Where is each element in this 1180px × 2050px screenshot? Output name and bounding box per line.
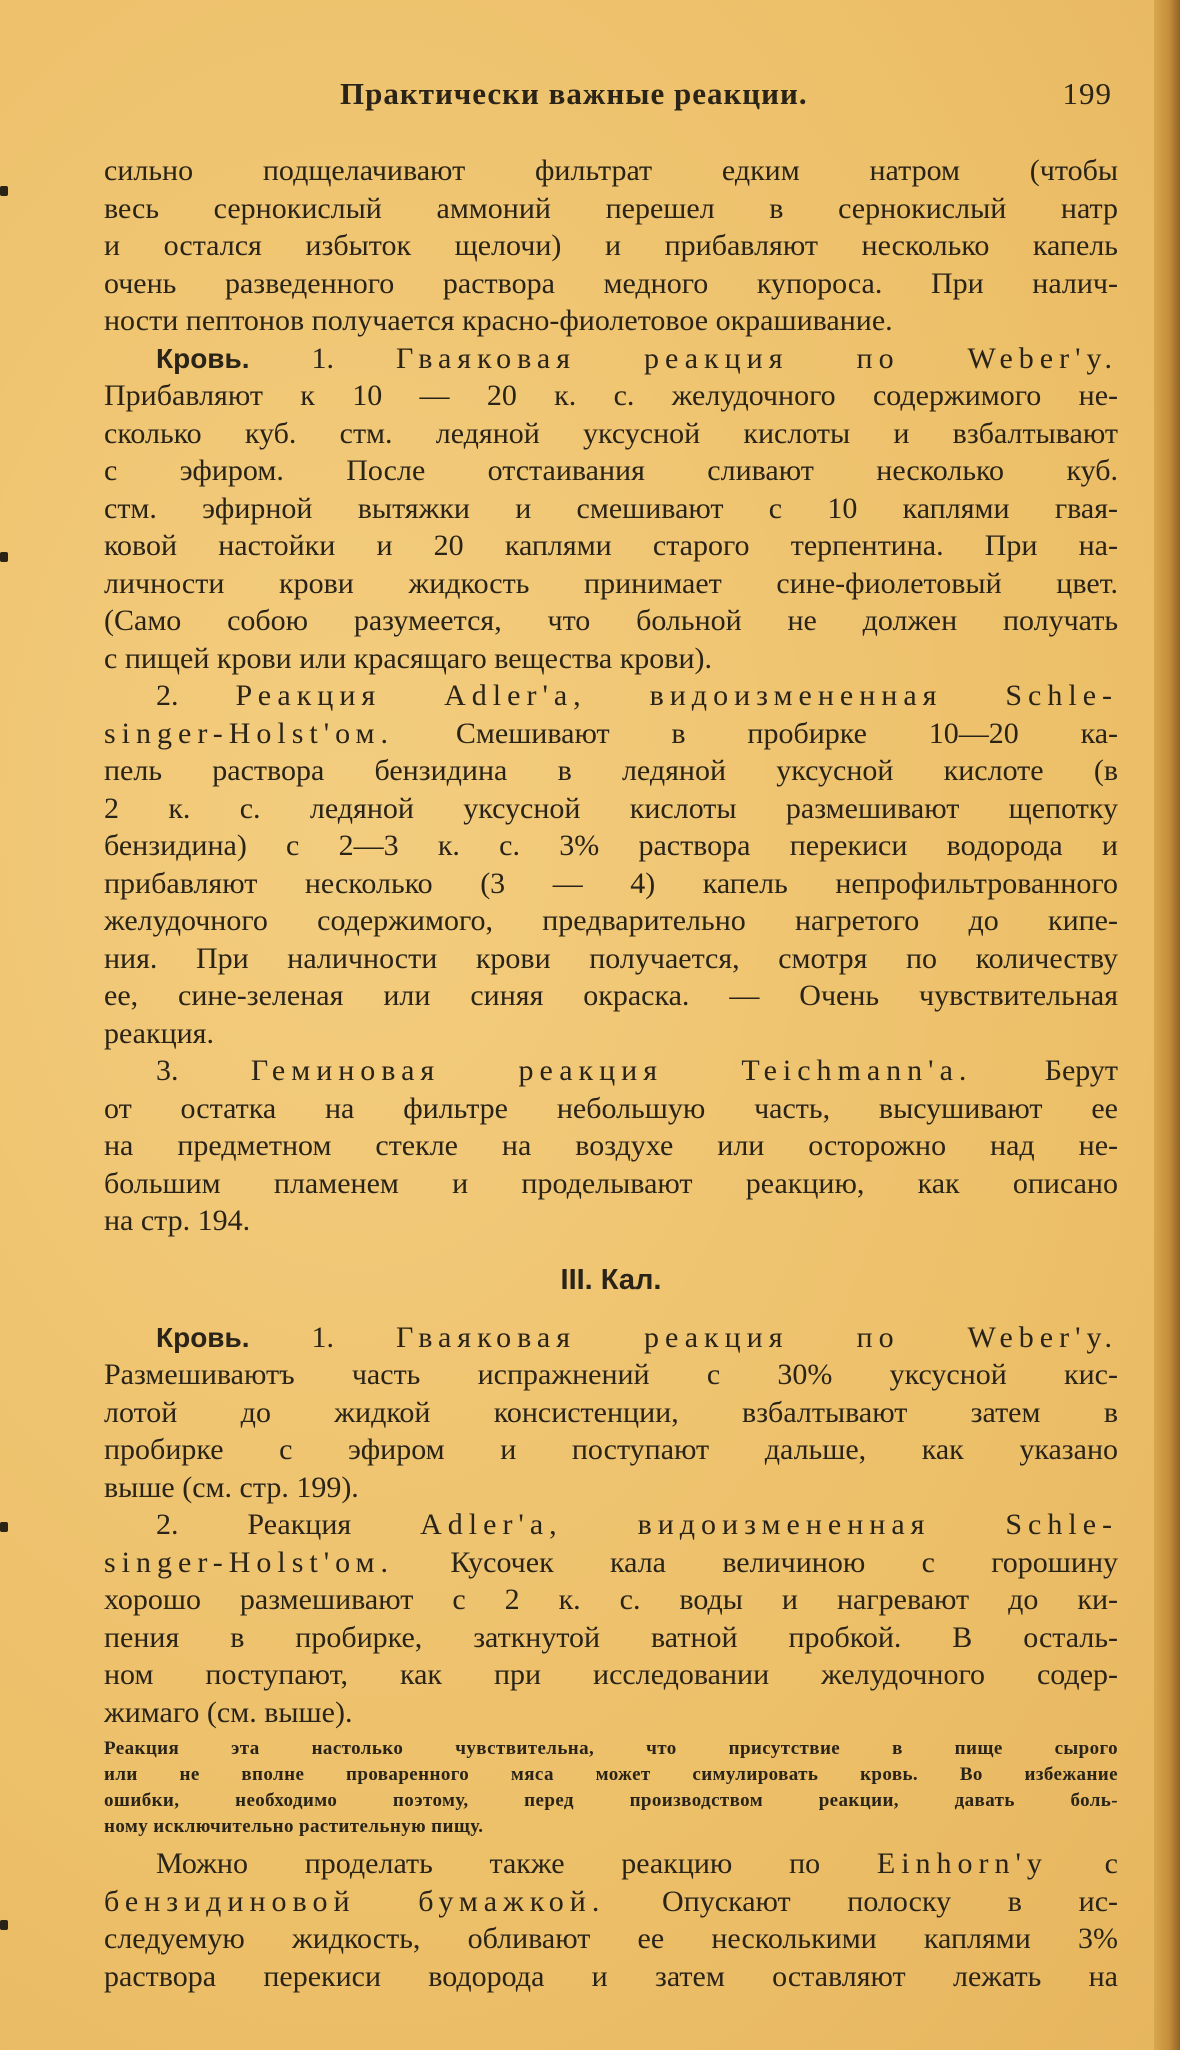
page-header — [104, 76, 1118, 116]
page-number: 199 — [1062, 76, 1112, 111]
paragraph-heading-line — [104, 340, 1118, 378]
author-name: Einhorn'y — [876, 1847, 1048, 1880]
text-line: с пищей крови или красящаго вещества крови). — [104, 641, 713, 675]
footnote-line: Реакция эта настолько чувствительна, что присутствие в пище сырого — [104, 1738, 1118, 1759]
text-line: пробирке с эфиром и поступают дальше, как указано — [104, 1433, 1118, 1466]
text-line: жимаго (см. выше). — [104, 1695, 353, 1729]
running-title: Практически важные реакции. — [340, 76, 808, 111]
reaction-title: бензидиновой бумажкой. — [104, 1884, 606, 1918]
text-line: с эфиром. После отстаивания сливают несколько куб. — [104, 454, 1118, 487]
reaction-title: Гваяковая реакция по Weber'у. — [396, 1320, 1118, 1354]
adler-paragraph — [104, 677, 1118, 1052]
text-line: сильно подщелачивают фильтрат едким натром (чтобы — [104, 154, 1118, 187]
text-line — [104, 715, 1118, 753]
text-line — [104, 1883, 1118, 1921]
text-line: бензидина) с 2—3 к. с. 3% раствора перекиси водорода и — [104, 829, 1118, 862]
text-line: сколько куб. стм. ледяной уксусной кислоты и взбалтывают — [104, 416, 1118, 450]
paragraph-heading-line — [104, 1319, 1118, 1357]
paragraph-heading-line — [104, 677, 1118, 715]
einhorn-paragraph — [104, 1845, 1118, 1995]
text-line: Размешиваютъ часть испражнений с 30% уксусной кис- — [104, 1358, 1118, 1391]
item-number: 1. — [311, 341, 335, 375]
text-line: реакция. — [104, 1016, 214, 1050]
text-line: 2 к. с. ледяной уксусной кислоты размешивают щепотку — [104, 791, 1118, 825]
footnote-line: или не вполне проваренного мяса может симулировать кровь. Во избежание — [104, 1764, 1118, 1785]
intro-paragraph — [104, 152, 1118, 340]
text-line: личности крови жидкость принимает сине-фиолетовый цвет. — [104, 566, 1118, 600]
reaction-title: Adler'a, видоизмененная Schle- — [420, 1508, 1118, 1541]
item-number: 2. — [156, 1508, 179, 1541]
section-label: Кровь. — [156, 1321, 250, 1353]
text-fragment: Смешивают в пробирке 10—20 ка- — [455, 716, 1119, 750]
text-line: на предметном стекле на воздухе или осторожно над не- — [104, 1129, 1118, 1162]
item-number: 3. — [156, 1054, 179, 1087]
text-line: от остатка на фильтре небольшую часть, высушивают ее — [104, 1091, 1118, 1125]
footnote-line: ному исключительно растительную пищу. — [104, 1816, 484, 1837]
text-line: ности пептонов получается красно-фиолетовое окрашивание. — [104, 304, 893, 337]
text-line: выше (см. стр. 199). — [104, 1470, 359, 1504]
text-fragment: с — [1104, 1847, 1118, 1880]
teichmann-paragraph — [104, 1052, 1118, 1240]
paragraph-heading-line — [104, 1506, 1118, 1544]
item-number: 1. — [311, 1320, 335, 1354]
text-fragment: Берут — [1044, 1054, 1119, 1087]
page-content — [104, 152, 1118, 1995]
text-line: прибавляют несколько (3 — 4) капель непрофильтрованного — [104, 866, 1118, 900]
section-heading: III. Кал. — [560, 1263, 662, 1296]
text-line: весь сернокислый аммоний перешел в сернокислый натр — [104, 191, 1118, 225]
text-line: желудочного содержимого, предварительно нагретого до кипе- — [104, 904, 1118, 937]
item-number: 2. — [156, 679, 179, 712]
text-fragment: Можно проделать также реакцию по — [156, 1847, 821, 1880]
stool-guaiac-paragraph — [104, 1319, 1118, 1507]
text-line: и остался избыток щелочи) и прибавляют несколько капель — [104, 229, 1118, 262]
text-fragment: Реакция — [247, 1508, 352, 1541]
text-fragment: Кусочек кала величиною с горошину — [450, 1545, 1119, 1579]
text-line: пения в пробирке, заткнутой ватной пробкой. В осталь- — [104, 1620, 1118, 1654]
reaction-title-cont: singer-Holst'ом. — [104, 716, 395, 750]
paragraph-heading-line — [104, 1052, 1118, 1090]
footnote — [104, 1737, 1118, 1839]
reaction-title: Гваяковая реакция по Weber'у. — [396, 341, 1118, 375]
text-fragment: Опускают полоску в ис- — [662, 1884, 1119, 1918]
reaction-title-cont: singer-Holst'ом. — [104, 1545, 395, 1579]
text-line — [104, 1544, 1118, 1582]
text-line: следуемую жидкость, обливают ее несколькими каплями 3% — [104, 1922, 1118, 1955]
reaction-title: Реакция Adler'a, видоизмененная Schle- — [235, 679, 1119, 712]
text-line — [104, 1845, 1118, 1883]
reaction-title: Геминовая реакция Teichmann'a. — [250, 1054, 973, 1087]
text-line: ковой настойки и 20 каплями старого терпентина. При на- — [104, 529, 1118, 562]
text-line: (Само собою разумеется, что больной не должен получать — [104, 604, 1118, 637]
text-line: пель раствора бензидина в ледяной уксусной кислоте (в — [104, 754, 1118, 787]
section-label: Кровь. — [156, 342, 250, 374]
stool-adler-paragraph — [104, 1506, 1118, 1731]
text-line: стм. эфирной вытяжки и смешивают с 10 каплями гвая- — [104, 491, 1118, 525]
blood-guaiac-paragraph — [104, 340, 1118, 678]
text-line: ее, сине-зеленая или синяя окраска. — Очень чувствительная — [104, 979, 1118, 1012]
text-line: очень разведенного раствора медного купороса. При налич- — [104, 266, 1118, 300]
text-line: на стр. 194. — [104, 1204, 251, 1237]
text-line: Прибавляют к 10 — 20 к. с. желудочного содержимого не- — [104, 379, 1118, 412]
text-line: ния. При наличности крови получается, смотря по количеству — [104, 941, 1118, 975]
text-line: большим пламенем и проделывают реакцию, как описано — [104, 1166, 1118, 1200]
page-edge-shadow — [1154, 0, 1180, 2050]
text-line: хорошо размешивают с 2 к. с. воды и нагревают до ки- — [104, 1583, 1118, 1616]
text-line: раствора перекиси водорода и затем оставляют лежать на — [104, 1959, 1118, 1993]
footnote-line: ошибки, необходимо поэтому, перед производством реакции, давать боль- — [104, 1790, 1118, 1811]
text-line: лотой до жидкой консистенции, взбалтывают затем в — [104, 1395, 1118, 1429]
text-line: ном поступают, как при исследовании желудочного содер- — [104, 1658, 1118, 1691]
